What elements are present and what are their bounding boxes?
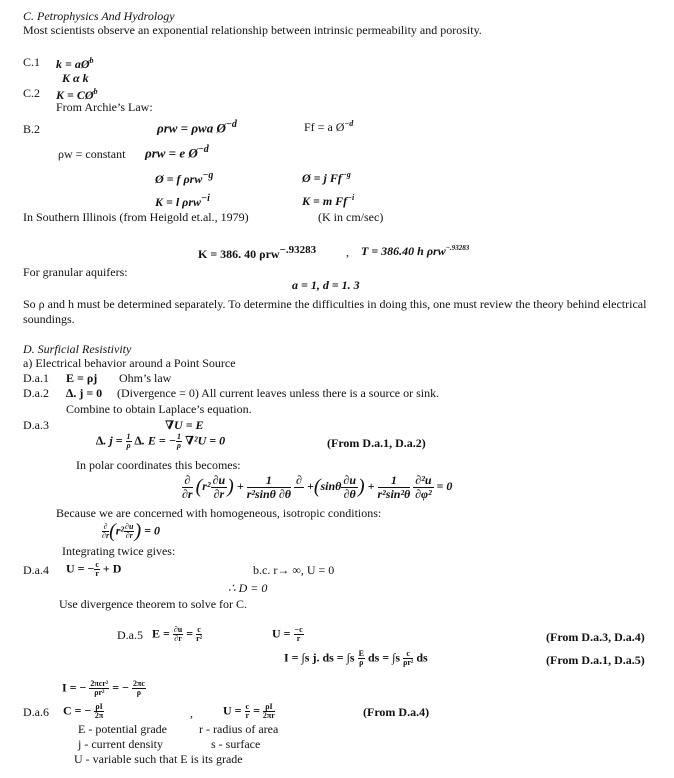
from-da3-da4: (From D.a.3, D.a.4) [546, 630, 645, 644]
units-note: (K in cm/sec) [318, 210, 384, 224]
da2-equation: ∆. j = 0 [66, 386, 103, 400]
section-c-intro: Most scientists observe an exponential relationship between intrinsic permeability and porosity. [23, 23, 482, 37]
gradient-equation: ∇U = E [165, 418, 204, 432]
paragraph-line-2: soundings. [23, 312, 75, 326]
from-da1-da2: (From D.a.1, D.a.2) [327, 436, 426, 450]
archie-law: From Archie’s Law: [56, 100, 153, 114]
formation-factor-equation: Ff = a $Ø^{-d}$ [304, 119, 354, 134]
k-equation-1: K = l ρrw$^{-i}$ [155, 193, 210, 209]
legend-r: r - radius of area [199, 722, 279, 736]
rho-w-constant: ρw = constant [58, 147, 126, 161]
legend-s: s - surface [211, 737, 261, 751]
phi-equation-2: Ø = j $Ff^{-g}$ [302, 170, 351, 185]
polar-coordinates-note: In polar coordinates this becomes: [76, 458, 241, 472]
ohms-law: Ohm’s law [119, 371, 172, 385]
rho-rw-equation-2: ρrw = e $Ø^{-d}$ [145, 144, 209, 161]
c1-equation: $k = aØ^b$ [56, 56, 94, 71]
da5-e-equation: E = $\frac{\partial u}{\partial r}$ = $\frac{c}{\text{r²}}$ [152, 625, 203, 643]
da6-c-equation: C = − $\frac{\rho I}{2\pi}$ [63, 702, 104, 720]
point-source-heading: a) Electrical behavior around a Point Source [23, 356, 236, 370]
c2-equation: $K = CØ^b$ [56, 87, 98, 102]
da5-label: D.a.5 [117, 628, 143, 642]
legend-e: E - potential grade [78, 722, 167, 736]
da1-label: D.a.1 [23, 371, 49, 385]
divergence-theorem-note: Use divergence theorem to solve for C. [59, 597, 248, 611]
paragraph-line-1: So ρ and h must be determined separately. To determine the difficulties in doing this, one must review the theory behind electrical [23, 297, 647, 311]
da4-equation: U = − $\frac{c}{r}$ + D [66, 560, 122, 578]
southern-illinois-note: In Southern Illinois (from Heigold et.al., 1979) [23, 210, 249, 224]
da3-label: D.a.3 [23, 418, 49, 432]
t-386-equation: T = 386.40 h ρrw$^{-.93283}$ [361, 244, 470, 258]
da6-comma: , [190, 706, 193, 720]
granular-aquifers: For granular aquifers: [23, 265, 128, 279]
divergence-note: (Divergence = 0) All current leaves unless there is a source or sink. [117, 386, 440, 400]
da2-label: D.a.2 [23, 386, 49, 400]
from-da1-da5: (From D.a.1, D.a.5) [546, 653, 645, 667]
current-equation: I = − $\frac{\text{2πcr²}}{\text{ρr²}}$ = − $\frac{2\pi c}{\rho}$ [62, 679, 145, 697]
c2-label: C.2 [23, 86, 41, 100]
boundary-condition: b.c. r→ ∞, U = 0 [253, 563, 335, 577]
granular-equation: a = 1, d = 1. 3 [292, 278, 360, 292]
rho-rw-equation-1: ρrw = ρwa $Ø^{-d}$ [157, 119, 237, 136]
phi-equation-1: Ø = f ρrw$^{-g}$ [155, 170, 214, 186]
legend-j: j - current density [78, 737, 163, 751]
da6-u-equation: U = $\frac{c}{r}$ = $\frac{\rho I}{2\pi r}$ [223, 702, 275, 720]
laplace-equation: ∆. j = $\frac{1}{\rho}$ ∆. E = − $\frac{1}{\rho}$ ∇²U = 0 [96, 432, 226, 450]
section-c-heading: C. Petrophysics And Hydrology [23, 9, 175, 23]
da4-label: D.a.4 [23, 563, 49, 577]
homogeneous-note: Because we are concerned with homogeneous, isotropic conditions: [56, 506, 382, 520]
comma-separator: , [346, 245, 349, 259]
c1-proportional: K α k [62, 71, 89, 85]
section-d-heading: D. Surficial Resistivity [23, 342, 132, 356]
k-386-equation: K = 386. 40 ρrw$^{-.93283}$ [198, 244, 317, 261]
k-equation-2: K = m $Ff^{-i}$ [302, 193, 355, 208]
da5-u-equation: U = $\frac{-c}{r}$ [272, 625, 303, 643]
d-equals-zero: ∴ D = 0 [228, 581, 268, 595]
integral-equation: I = ∫s j. ds = ∫s $\frac{E}{\rho}$ ds = ∫s $\frac{c}{\text{ρr²}}$ ds [284, 649, 428, 667]
laplace-polar-equation: ∂ ∂r (r² $\frac{\partial u}{\partial r}$ ) + $\frac{1}{\text{r²sinθ ∂θ}}$ ∂ +(sinθ $\frac{\partial u}{\partial\theta}$ ) + $\frac{1}{\text{r²sin²θ}}$ $\frac{\text{∂²u}}{\text{∂φ²}}$ = 0 [182, 473, 453, 501]
from-da4: (From D.a.4) [363, 705, 430, 719]
integrating-note: Integrating twice gives: [62, 544, 176, 558]
radial-equation: $\frac{\partial}{\partial r}$ (r² $\frac{\partial u}{\partial r}$ ) = 0 [102, 520, 160, 542]
da6-label: D.a.6 [23, 705, 49, 719]
legend-u: U - variable such that E is its grade [74, 752, 243, 766]
c1-label: C.1 [23, 55, 41, 69]
combine-note: Combine to obtain Laplace’s equation. [66, 402, 252, 416]
b2-label: B.2 [23, 122, 41, 136]
da1-equation: E = ρj [66, 371, 98, 385]
